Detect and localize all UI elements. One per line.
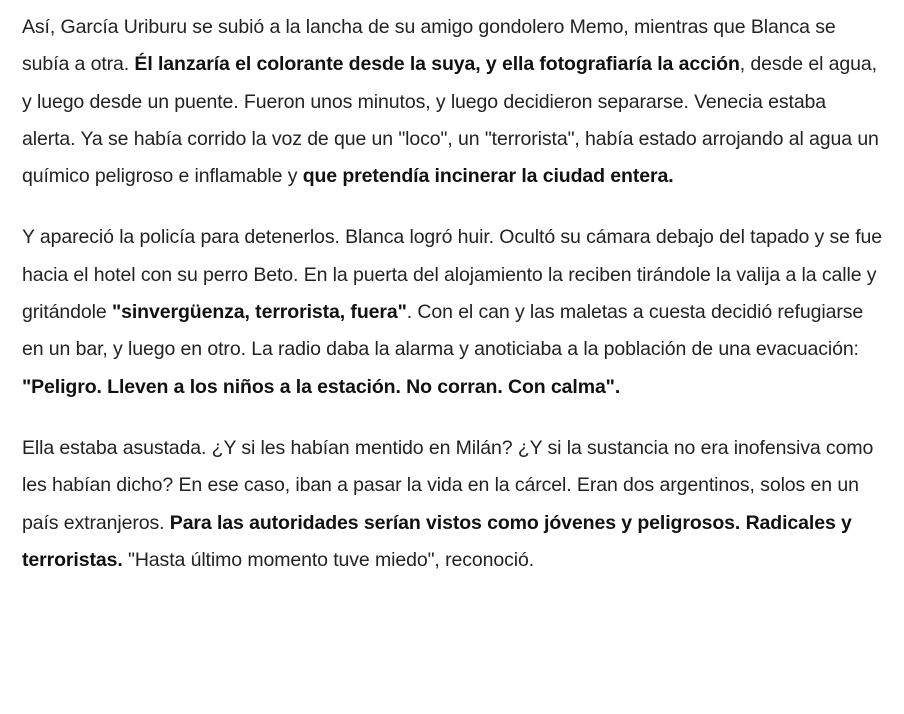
bold-text-run: Para las autoridades serían vistos como jóvenes y peligrosos. Radicales y terroristas. — [22, 511, 852, 571]
paragraph-1 — [22, 9, 884, 195]
bold-text-run: "sinvergüenza, terrorista, fuera" — [111, 301, 407, 324]
bold-text-run: "Peligro. Lleven a los niños a la estación. No corran. Con calma". — [22, 375, 621, 398]
bold-text-run: que pretendía incinerar la ciudad entera. — [302, 165, 674, 188]
paragraph-3 — [22, 430, 884, 579]
text-run: , desde el agua, y luego desde un puente. Fueron unos minutos, y luego decidieron separarse. Venecia estaba alerta. Ya se había corrido la voz de que un "loco", un "terrorista", había estado arrojando al agua un químico peligroso e inflamable y — [22, 53, 879, 188]
text-run: "Hasta último momento tuve miedo", reconoció. — [122, 548, 535, 571]
text-run: Y apareció la policía para detenerlos. Blanca logró huir. Ocultó su cámara debajo del tapado y se fue hacia el hotel con su perro Beto. En la puerta del alojamiento la reciben tirándole la valija a la calle y gritándole — [22, 226, 883, 324]
text-run: Así, García Uriburu se subió a la lancha de su amigo gondolero Memo, mientras que Blanca se subía a otra. — [22, 16, 836, 76]
bold-text-run: Él lanzaría el colorante desde la suya, y ella fotografiaría la acción — [134, 53, 740, 76]
text-run: . Con el can y las maletas a cuesta decidió refugiarse en un bar, y luego en otro. La radio daba la alarma y anoticiaba a la población de una evacuación: — [22, 301, 864, 361]
paragraph-2 — [22, 219, 884, 405]
text-run: Ella estaba asustada. ¿Y si les habían mentido en Milán? ¿Y si la sustancia no era inofensiva como les habían dicho? En ese caso, iban a pasar la vida en la cárcel. Eran dos argentinos, solos en un país extranjeros. — [22, 436, 874, 534]
